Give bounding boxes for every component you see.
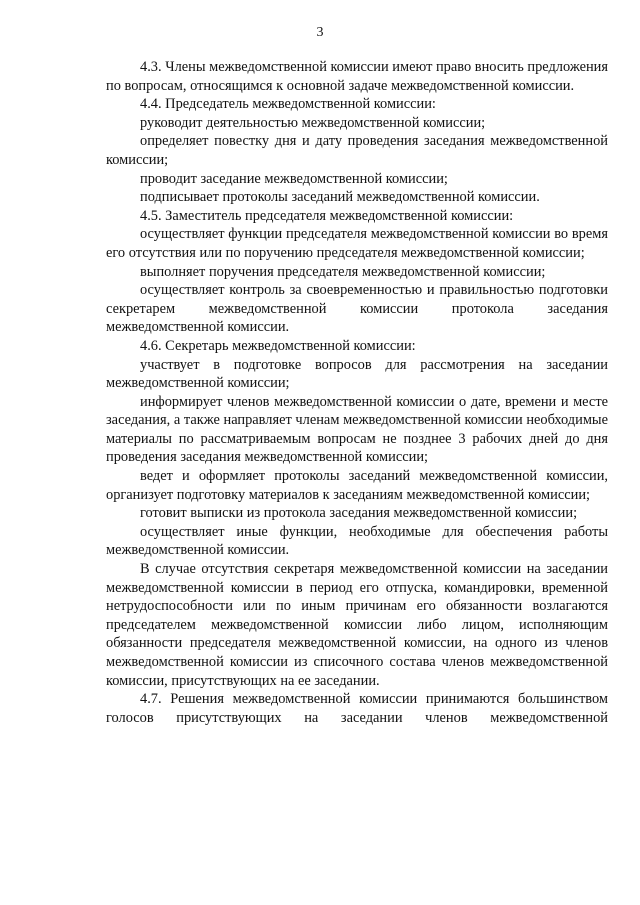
paragraph-4-6-heading: 4.6. Секретарь межведомственной комиссии: (140, 337, 416, 354)
paragraph-deputy-duty-1: осуществляет функции председателя межведомственной комиссии во время его отсутствия или по поручению председателя межведомственной комиссии; (106, 226, 608, 261)
paragraph-deputy-duty-2: выполняет поручения председателя межведомственной комиссии; (140, 263, 546, 280)
paragraph-deputy-duty-3: осуществляет контроль за своевременностью и правильностью подготовки секретарем межведомственной комиссии протокола заседания межведомственной комиссии. (106, 282, 608, 336)
paragraph-4-3: 4.3. Члены межведомственной комиссии имеют право вносить предложения по вопросам, относящимся к основной задаче межведомственной комиссии. (106, 59, 608, 94)
page-number: 3 (316, 25, 324, 40)
paragraph-chair-duty-2: определяет повестку дня и дату проведения заседания межведомственной комиссии; (106, 133, 608, 168)
paragraph-secretary-duty-1: участвует в подготовке вопросов для рассмотрения на заседании межведомственной комиссии; (106, 356, 608, 392)
paragraph-4-5-heading: 4.5. Заместитель председателя межведомственной комиссии: (140, 207, 514, 224)
paragraph-4-7: 4.7. Решения межведомственной комиссии принимаются большинством голосов присутствующих на заседании членов межведомственной (106, 691, 608, 726)
paragraph-4-4-heading: 4.4. Председатель межведомственной комиссии: (140, 96, 436, 113)
paragraph-secretary-duty-4: готовит выписки из протокола заседания межведомственной комиссии; (140, 505, 578, 522)
paragraph-secretary-absence: В случае отсутствия секретаря межведомственной комиссии на заседании межведомственной комиссии в период его отпуска, командировки, временной нетрудоспособности или по иным причинам его обязанности возлагаются председателем межведомственной комиссии либо лицом, исполняющим обязанности председателя межведомственной комиссии, на одного из членов межведомственной комиссии из списочного состава членов межведомственной комиссии, присутствующих на ее заседании. (106, 561, 608, 689)
paragraph-secretary-duty-2: информирует членов межведомственной комиссии о дате, времени и месте заседания, а также направляет членам межведомственной комиссии необходимые материалы по рассматриваемым вопросам не позднее 3 рабочих дней до дня проведения заседания межведомственной комиссии; (106, 393, 608, 466)
paragraph-secretary-duty-3: ведет и оформляет протоколы заседаний межведомственной комиссии, организует подготовку материалов к заседаниям межведомственной комиссии; (106, 468, 608, 503)
paragraph-chair-duty-4: подписывает протоколы заседаний межведомственной комиссии. (140, 189, 540, 206)
paragraph-chair-duty-1: руководит деятельностью межведомственной комиссии; (140, 114, 486, 131)
document-body (106, 58, 608, 727)
paragraph-secretary-duty-5: осуществляет иные функции, необходимые для обеспечения работы межведомственной комиссии. (106, 523, 608, 559)
paragraph-chair-duty-3: проводит заседание межведомственной комиссии; (140, 170, 448, 187)
